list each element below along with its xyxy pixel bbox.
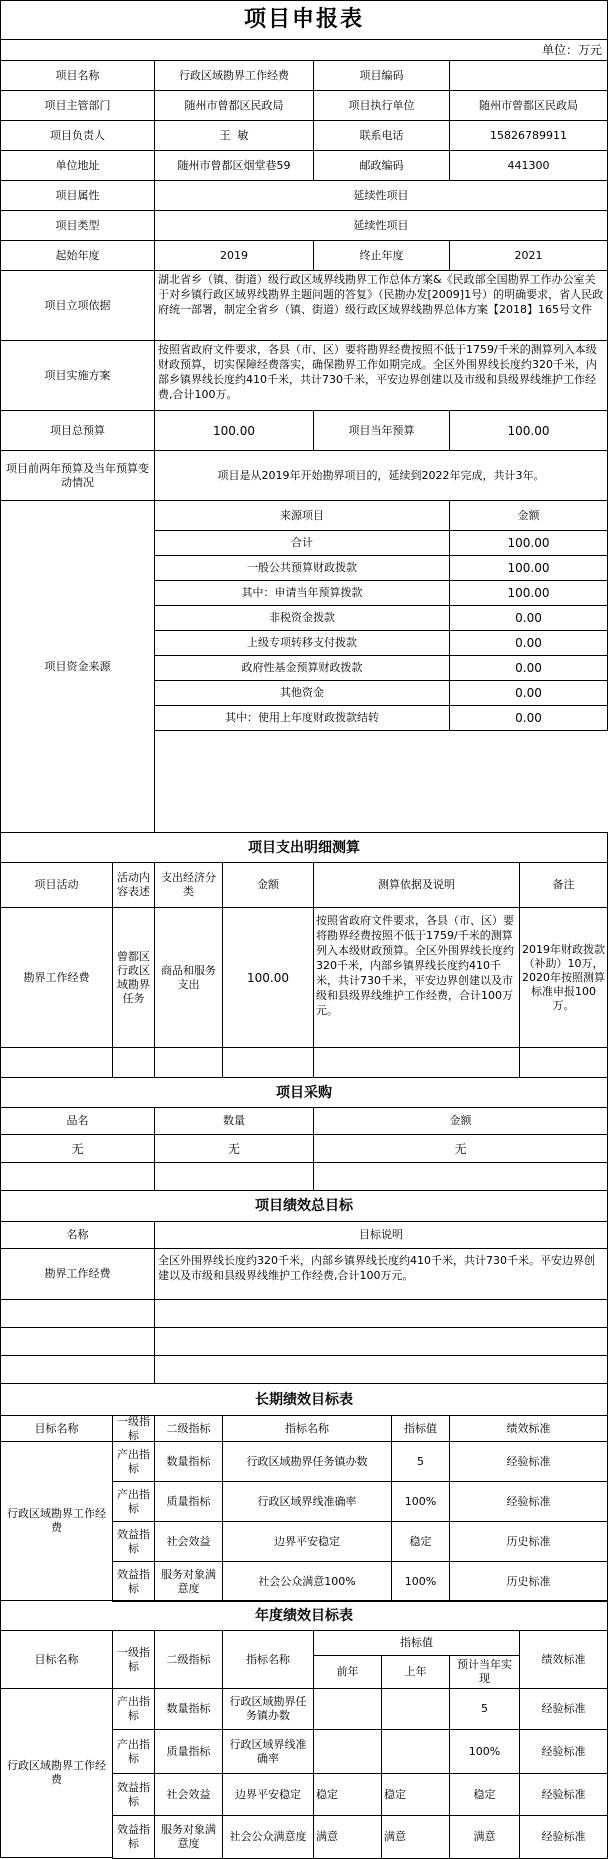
exec-label: 项目执行单位 (348, 98, 415, 112)
lt-level2: 服务对象满意度 (161, 1567, 216, 1595)
an-head-l1: 一级指标 (117, 1645, 150, 1673)
expense-head-category: 支出经济分类 (161, 871, 216, 898)
lt-level2: 质量指标 (166, 1494, 211, 1508)
expense-note: 2019年财政拨款（补助）10万，2020年按照测算标准申报100万。 (522, 942, 605, 1012)
expense-head-amount: 金额 (257, 878, 279, 891)
address-label: 单位地址 (55, 158, 100, 172)
lt-indicator: 社会公众满意100% (258, 1574, 356, 1588)
an-level2: 社会效益 (166, 1787, 211, 1801)
funds-source-amount: 0.00 (515, 636, 542, 650)
start-year-value: 2019 (220, 248, 248, 262)
unit-label: 单位：万元 (541, 43, 602, 57)
purchase-amount: 无 (454, 1141, 467, 1156)
an-level1: 产出指标 (117, 1737, 150, 1765)
basis-text: 湖北省乡（镇、街道）级行政区域界线勘界工作总体方案&《民政部全国勘界工作办公室关于对乡镇行政区域界线勘界主题问题的答复》（民勘办发[2009]1号）的明确要求，省人民政府统一部署，制定全省乡（镇、街道）级行政区域界线勘界总体方案【2018】165号文件 (158, 273, 604, 316)
funds-source-amount: 100.00 (507, 586, 550, 600)
funds-label: 项目资金来源 (44, 659, 111, 673)
project-code-label: 项目编码 (359, 68, 404, 82)
phone-value: 15826789911 (490, 128, 567, 142)
lt-head-l2: 二级指标 (166, 1421, 211, 1435)
cell (154, 1162, 314, 1191)
lt-standard: 历史标准 (506, 1534, 551, 1548)
lt-level1: 效益指标 (117, 1527, 150, 1555)
lt-head-std: 绩效标准 (506, 1421, 551, 1435)
expense-basis: 按照省政府文件要求，各县（市、区）要将勘界经费按照不低于1759/千米的测算列入本级财政预算。全区外围界线长度约320千米，内部乡镇界线长度约410千米，共计730千米，平安边界创建以及市级和县级界线维护工作经费，合计100万元。 (316, 914, 514, 1017)
end-year-label: 终止年度 (359, 248, 404, 262)
lt-indicator: 边界平安稳定 (274, 1534, 340, 1548)
funds-head-amount: 金额 (517, 508, 540, 522)
cell (313, 1162, 608, 1191)
funds-source-item: 上级专项转移支付拨款 (247, 636, 357, 649)
funds-source-item: 其中：申请当年预算拨款 (241, 586, 363, 599)
an-level1: 效益指标 (117, 1780, 150, 1808)
an-current: 稳定 (473, 1787, 496, 1801)
an-indicator: 边界平安稳定 (235, 1787, 301, 1801)
lt-indicator: 行政区域勘界任务镇办数 (246, 1454, 368, 1468)
purchase-head-amount: 金额 (449, 1114, 472, 1127)
project-name-value: 行政区域勘界工作经费 (179, 68, 289, 82)
an-indicator: 社会公众满意度 (229, 1830, 307, 1843)
type-label: 项目类型 (55, 218, 100, 232)
an-target: 行政区域勘界工作经费 (7, 1759, 106, 1786)
an-prev2: 稳定 (316, 1787, 338, 1801)
total-budget-label: 项目总预算 (50, 423, 105, 437)
expense-title: 项目支出明细测算 (248, 839, 360, 856)
an-head-l2: 二级指标 (166, 1652, 211, 1666)
funds-source-item: 其中：使用上年度财政拨款结转 (225, 711, 379, 724)
exec-value: 随州市曾都区民政局 (479, 98, 578, 112)
lt-level1: 产出指标 (117, 1487, 150, 1515)
owner-label: 项目负责人 (50, 128, 105, 142)
start-year-label: 起始年度 (55, 248, 100, 262)
cell (0, 1162, 155, 1191)
lt-target: 行政区域勘界工作经费 (7, 1507, 106, 1534)
funds-source-amount: 0.00 (515, 611, 542, 625)
an-head-target: 目标名称 (34, 1652, 79, 1666)
lt-value: 5 (417, 1454, 424, 1468)
funds-head-item: 来源项目 (280, 508, 324, 522)
phone-label: 联系电话 (359, 128, 404, 142)
lt-level1: 效益指标 (117, 1567, 150, 1595)
funds-source-item: 政府性基金预算财政拨款 (241, 661, 363, 674)
funds-source-item: 其他资金 (280, 686, 324, 699)
an-prev2 (313, 1729, 382, 1774)
perf-head-name: 名称 (66, 1228, 89, 1241)
owner-value: 王 敏 (219, 128, 249, 142)
type-value: 延续性项目 (353, 218, 409, 232)
an-prev2: 满意 (316, 1830, 338, 1843)
cell (154, 1299, 608, 1328)
perf-name: 勘界工作经费 (44, 1267, 111, 1280)
funds-source-amount: 100.00 (507, 536, 550, 550)
attr-value: 延续性项目 (353, 188, 409, 202)
an-head-prev1: 上年 (404, 1665, 427, 1678)
lt-head-value: 指标值 (404, 1421, 437, 1435)
attr-label: 项目属性 (55, 188, 100, 202)
annual-title: 年度绩效目标表 (255, 1607, 353, 1624)
cell (519, 1047, 608, 1078)
an-current: 5 (481, 1702, 488, 1715)
an-head-std: 绩效标准 (541, 1652, 586, 1666)
purchase-head-qty: 数量 (223, 1114, 245, 1127)
an-current: 100% (468, 1744, 501, 1758)
cell (0, 1299, 155, 1328)
an-prev1: 满意 (384, 1830, 406, 1843)
an-head-value: 指标值 (400, 1636, 433, 1649)
current-budget-value: 100.00 (507, 423, 550, 438)
basis-label: 项目立项依据 (44, 298, 111, 312)
purchase-head-name: 品名 (66, 1114, 89, 1127)
cell (313, 1047, 520, 1078)
an-standard: 经验标准 (541, 1787, 586, 1801)
lt-standard: 经验标准 (506, 1494, 551, 1508)
funds-source-item: 非税资金拨款 (269, 611, 335, 624)
an-prev1 (381, 1688, 450, 1730)
cell (154, 1355, 608, 1384)
an-indicator: 行政区域勘界任务镇办数 (229, 1695, 307, 1722)
total-budget-value: 100.00 (213, 423, 255, 438)
zip-value: 441300 (507, 158, 550, 172)
an-head-prev2: 前年 (336, 1665, 359, 1678)
funds-source-amount: 100.00 (507, 561, 550, 575)
current-budget-label: 项目当年预算 (348, 423, 415, 437)
an-level1: 效益指标 (117, 1823, 150, 1850)
budget-change-text: 项目是从2019年开始勘界项目的，延续到2022年完成，共计3年。 (217, 468, 545, 482)
expense-head-activity: 项目活动 (34, 878, 79, 891)
purchase-qty: 无 (227, 1141, 240, 1156)
funds-source-item: 一般公共预算财政拨款 (247, 561, 357, 574)
an-head-name: 指标名称 (246, 1652, 290, 1666)
longterm-title: 长期绩效目标表 (255, 1391, 353, 1408)
an-standard: 经验标准 (541, 1830, 586, 1843)
lt-standard: 经验标准 (506, 1454, 551, 1468)
cell (222, 1047, 314, 1078)
lt-indicator: 行政区域界线准确率 (257, 1494, 357, 1508)
lt-level1: 产出指标 (117, 1447, 150, 1475)
form-title: 项目申报表 (243, 7, 364, 32)
an-head-current: 预计当年实现 (457, 1658, 512, 1685)
lt-head-target: 目标名称 (34, 1421, 79, 1435)
an-level1: 产出指标 (117, 1695, 150, 1722)
lt-standard: 历史标准 (506, 1574, 551, 1588)
lt-head-name: 指标名称 (285, 1421, 329, 1435)
perf-desc: 全区外围界线长度约320千米，内部乡镇界线长度约410千米，共计730千米。平安边界创建以及市级和县级界线维护工作经费,合计100万元。 (158, 1254, 595, 1282)
cell (112, 1047, 155, 1078)
expense-head-note: 备注 (552, 878, 575, 891)
end-year-value: 2021 (514, 248, 543, 262)
perf-title: 项目绩效总目标 (255, 1198, 353, 1214)
cell (0, 1355, 155, 1384)
an-prev1 (381, 1729, 450, 1774)
perf-head-desc: 目标说明 (359, 1228, 403, 1241)
expense-head-basis: 测算依据及说明 (378, 878, 455, 891)
an-level2: 服务对象满意度 (161, 1823, 216, 1850)
dept-label: 项目主管部门 (44, 98, 111, 112)
lt-level2: 数量指标 (166, 1454, 211, 1468)
plan-text: 按照省政府文件要求，各县（市、区）要将勘界经费按照不低于1759/千米的测算列入本级财政预算，切实保障经费落实，确保勘界工作如期完成。全区外围界线长度约320千米，内部乡镇界线长度约410千米，共计730千米，平安边界创建以及市级和县级界线维护工作经费,合计100万。 (158, 343, 597, 401)
cell (0, 1327, 155, 1356)
purchase-name: 无 (71, 1141, 84, 1156)
expense-activity: 勘界工作经费 (23, 970, 90, 984)
dept-value: 随州市曾都区民政局 (184, 98, 284, 112)
an-level2: 数量指标 (166, 1702, 211, 1715)
an-current: 满意 (473, 1830, 496, 1843)
funds-source-amount: 0.00 (515, 686, 542, 700)
funds-source-item: 合计 (291, 536, 313, 549)
zip-label: 邮政编码 (359, 158, 404, 172)
cell (0, 1047, 113, 1078)
an-standard: 经验标准 (541, 1744, 586, 1758)
lt-value: 稳定 (409, 1534, 432, 1548)
expense-amount: 100.00 (247, 970, 289, 985)
lt-value: 100% (404, 1574, 437, 1588)
funds-source-amount: 0.00 (515, 661, 542, 675)
cell (154, 1327, 608, 1356)
an-standard: 经验标准 (541, 1702, 586, 1715)
address-value: 随州市曾都区烟堂巷59 (177, 158, 291, 172)
purchase-title: 项目采购 (276, 1084, 332, 1101)
plan-label: 项目实施方案 (44, 368, 111, 382)
project-code-value (449, 60, 608, 91)
lt-head-l1: 一级指标 (117, 1415, 150, 1442)
cell (154, 1047, 223, 1078)
funds-source-amount: 0.00 (515, 711, 542, 725)
budget-change-label: 项目前两年预算及当年预算变动情况 (6, 461, 149, 489)
an-indicator: 行政区域界线准确率 (229, 1737, 307, 1765)
lt-level2: 社会效益 (166, 1534, 211, 1548)
expense-content: 曾都区行政区域勘界任务 (117, 949, 150, 1005)
an-prev2 (313, 1688, 382, 1730)
project-name-label: 项目名称 (55, 68, 100, 82)
an-level2: 质量指标 (166, 1744, 211, 1758)
lt-value: 100% (404, 1494, 437, 1508)
expense-head-content: 活动内容表述 (117, 871, 150, 898)
an-prev1: 稳定 (384, 1787, 406, 1801)
expense-category: 商品和服务支出 (161, 963, 216, 991)
